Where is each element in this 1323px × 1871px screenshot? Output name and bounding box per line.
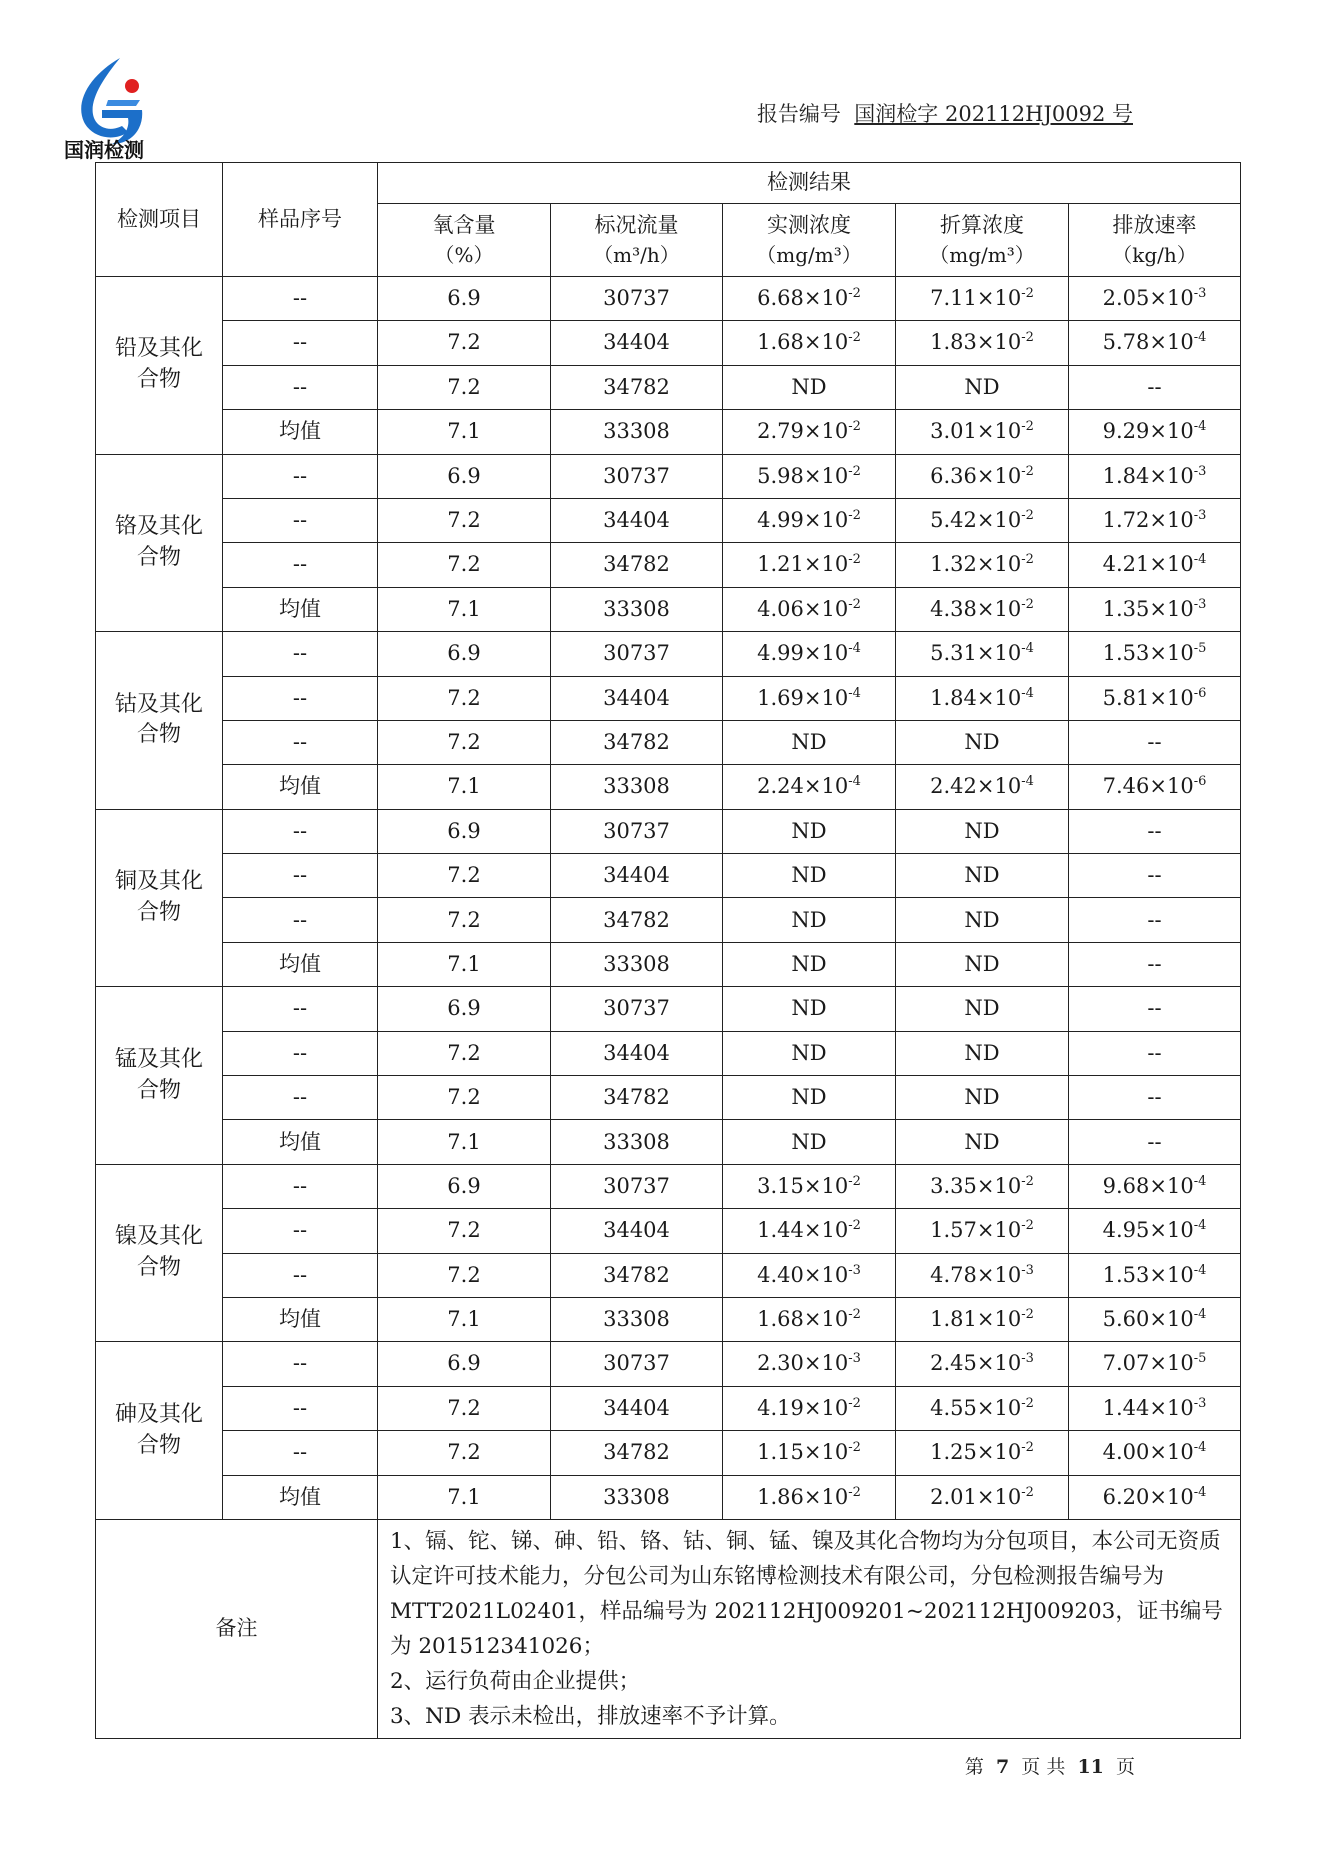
table-cell: -- [1069, 365, 1241, 409]
table-cell: $1.53\times 10^{-5}$ [1069, 632, 1241, 676]
table-cell: 34404 [551, 1209, 723, 1253]
table-cell: -- [223, 543, 378, 587]
remark-label: 备注 [96, 1519, 378, 1738]
table-cell: 6.9 [378, 1342, 551, 1386]
table-row [96, 1253, 1241, 1297]
table-cell: $4.06\times 10^{-2}$ [723, 587, 896, 631]
table-cell: 7.2 [378, 1209, 551, 1253]
remark-line: 3、ND 表示未检出，排放速率不予计算。 [390, 1703, 791, 1729]
table-cell: ND [896, 987, 1069, 1031]
table-cell: -- [223, 632, 378, 676]
table-cell: 6.9 [378, 987, 551, 1031]
table-cell: -- [223, 277, 378, 321]
table-cell: $1.68\times 10^{-2}$ [723, 1297, 896, 1341]
table-cell: 33308 [551, 410, 723, 454]
item-line: 合物 [136, 722, 181, 748]
subheader-unit: （m³/h） [593, 242, 680, 267]
subheader-name: 氧含量 [432, 213, 496, 238]
item-line: 合物 [136, 367, 181, 393]
table-cell: -- [223, 321, 378, 365]
table-cell: $5.31\times 10^{-4}$ [896, 632, 1069, 676]
table-cell: $7.07\times 10^{-5}$ [1069, 1342, 1241, 1386]
table-cell: $6.36\times 10^{-2}$ [896, 454, 1069, 498]
table-cell: $1.44\times 10^{-3}$ [1069, 1386, 1241, 1430]
table-cell: ND [896, 365, 1069, 409]
table-cell: $2.45\times 10^{-3}$ [896, 1342, 1069, 1386]
table-cell: -- [223, 454, 378, 498]
table-cell: ND [723, 1076, 896, 1120]
table-cell: 7.2 [378, 498, 551, 542]
table-cell: 30737 [551, 454, 723, 498]
table-cell: $9.68\times 10^{-4}$ [1069, 1164, 1241, 1208]
table-cell: 34404 [551, 498, 723, 542]
table-cell: $1.15\times 10^{-2}$ [723, 1431, 896, 1475]
table-cell: 均值 [223, 942, 378, 986]
table-cell: $4.95\times 10^{-4}$ [1069, 1209, 1241, 1253]
table-cell: ND [896, 898, 1069, 942]
table-cell: -- [223, 854, 378, 898]
table-cell: $2.01\times 10^{-2}$ [896, 1475, 1069, 1519]
table-cell: 均值 [223, 1297, 378, 1341]
table-cell: 7.2 [378, 1386, 551, 1430]
header-results: 检测结果 [378, 163, 1241, 204]
table-cell: $7.11\times 10^{-2}$ [896, 277, 1069, 321]
table-cell: ND [723, 854, 896, 898]
table-cell: $4.78\times 10^{-3}$ [896, 1253, 1069, 1297]
table-cell: ND [723, 942, 896, 986]
table-cell: -- [223, 1386, 378, 1430]
table-row [96, 543, 1241, 587]
remark-line: 2、运行负荷由企业提供； [390, 1668, 641, 1694]
table-cell: $1.84\times 10^{-3}$ [1069, 454, 1241, 498]
header-item: 检测项目 [96, 163, 223, 277]
table-row [96, 1475, 1241, 1519]
table-cell: 6.9 [378, 454, 551, 498]
table-cell: 34404 [551, 854, 723, 898]
table-cell: -- [223, 1164, 378, 1208]
table-cell: 7.2 [378, 543, 551, 587]
item-line: 合物 [136, 1432, 181, 1458]
table-cell: -- [1069, 898, 1241, 942]
header-sample: 样品序号 [223, 163, 378, 277]
table-cell: 34782 [551, 1076, 723, 1120]
table-cell: 均值 [223, 410, 378, 454]
table-cell: 6.9 [378, 277, 551, 321]
table-row [96, 809, 1241, 853]
table-cell: 7.2 [378, 898, 551, 942]
table-cell: 7.2 [378, 720, 551, 764]
table-cell: -- [1069, 809, 1241, 853]
table-cell: 7.2 [378, 365, 551, 409]
table-cell: ND [723, 1120, 896, 1164]
table-row [96, 365, 1241, 409]
table-cell: $1.69\times 10^{-4}$ [723, 676, 896, 720]
subheader-unit: （kg/h） [1112, 242, 1197, 267]
item-line: 合物 [136, 899, 181, 925]
item-line: 铬及其化 [114, 514, 203, 540]
footer-suffix: 页 [1115, 1756, 1135, 1778]
table-cell: 均值 [223, 1475, 378, 1519]
table-cell: 30737 [551, 1342, 723, 1386]
table-cell: ND [723, 720, 896, 764]
footer-page-total: 11 [1077, 1756, 1104, 1778]
table-cell: -- [223, 1342, 378, 1386]
table-cell: $1.86\times 10^{-2}$ [723, 1475, 896, 1519]
table-cell: 34782 [551, 898, 723, 942]
table-cell: -- [223, 1076, 378, 1120]
table-cell: 30737 [551, 987, 723, 1031]
subheader-name: 实测浓度 [767, 213, 851, 238]
table-cell: $1.68\times 10^{-2}$ [723, 321, 896, 365]
table-cell: -- [223, 809, 378, 853]
table-row [96, 410, 1241, 454]
item-line: 镍及其化 [114, 1224, 203, 1250]
item-cell [96, 987, 223, 1165]
table-cell: ND [896, 1031, 1069, 1075]
footer-prefix: 第 [964, 1756, 984, 1778]
table-row [96, 1342, 1241, 1386]
table-cell: -- [223, 1253, 378, 1297]
subheader-2 [723, 204, 896, 277]
table-row [96, 632, 1241, 676]
table-cell: $4.19\times 10^{-2}$ [723, 1386, 896, 1430]
table-row [96, 587, 1241, 631]
item-cell [96, 809, 223, 987]
table-cell: $1.84\times 10^{-4}$ [896, 676, 1069, 720]
table-cell: 均值 [223, 765, 378, 809]
table-cell: 34404 [551, 676, 723, 720]
table-cell: -- [1069, 987, 1241, 1031]
subheader-name: 折算浓度 [940, 213, 1024, 238]
table-cell: 34404 [551, 1386, 723, 1430]
footer-page-current: 7 [995, 1756, 1010, 1778]
table-row [96, 942, 1241, 986]
subheader-name: 标况流量 [594, 213, 679, 238]
table-cell: $3.01\times 10^{-2}$ [896, 410, 1069, 454]
table-cell: $1.32\times 10^{-2}$ [896, 543, 1069, 587]
table-cell: $1.72\times 10^{-3}$ [1069, 498, 1241, 542]
results-table [95, 162, 1241, 1739]
item-line: 钴及其化 [114, 691, 203, 717]
table-row [96, 1386, 1241, 1430]
company-name: 国润检测 [64, 138, 144, 162]
subheader-3 [896, 204, 1069, 277]
table-row [96, 987, 1241, 1031]
table-row [96, 1120, 1241, 1164]
table-cell: ND [723, 1031, 896, 1075]
table-cell: 33308 [551, 1475, 723, 1519]
page-footer [965, 1752, 1135, 1779]
item-line: 合物 [136, 544, 181, 570]
table-cell: 7.2 [378, 1031, 551, 1075]
remark-row [96, 1519, 1241, 1738]
table-cell: 34782 [551, 1253, 723, 1297]
table-cell: ND [896, 720, 1069, 764]
table-cell: 均值 [223, 1120, 378, 1164]
table-cell: ND [723, 987, 896, 1031]
table-cell: 33308 [551, 587, 723, 631]
table-cell: $1.25\times 10^{-2}$ [896, 1431, 1069, 1475]
table-cell: $1.53\times 10^{-4}$ [1069, 1253, 1241, 1297]
table-cell: 34404 [551, 1031, 723, 1075]
table-cell: $4.40\times 10^{-3}$ [723, 1253, 896, 1297]
table-cell: $5.42\times 10^{-2}$ [896, 498, 1069, 542]
table-cell: 7.1 [378, 1120, 551, 1164]
table-row [96, 1209, 1241, 1253]
table-cell: $5.78\times 10^{-4}$ [1069, 321, 1241, 365]
table-cell: 33308 [551, 1297, 723, 1341]
table-cell: -- [223, 987, 378, 1031]
table-cell: ND [896, 1076, 1069, 1120]
table-cell: 7.2 [378, 321, 551, 365]
item-line: 铜及其化 [114, 869, 203, 895]
table-cell: 7.2 [378, 854, 551, 898]
table-cell: 7.2 [378, 1431, 551, 1475]
table-cell: $5.98\times 10^{-2}$ [723, 454, 896, 498]
table-cell: 34782 [551, 1431, 723, 1475]
table-cell: ND [723, 809, 896, 853]
table-cell: $2.42\times 10^{-4}$ [896, 765, 1069, 809]
table-cell: -- [223, 1209, 378, 1253]
item-line: 铅及其化 [114, 336, 203, 362]
remark-text [378, 1519, 1241, 1738]
table-cell: 33308 [551, 1120, 723, 1164]
subheader-4 [1069, 204, 1241, 277]
table-cell: 33308 [551, 942, 723, 986]
table-cell: $6.20\times 10^{-4}$ [1069, 1475, 1241, 1519]
table-cell: $1.57\times 10^{-2}$ [896, 1209, 1069, 1253]
table-cell: $4.99\times 10^{-2}$ [723, 498, 896, 542]
table-row [96, 1076, 1241, 1120]
table-cell: 7.2 [378, 676, 551, 720]
table-cell: 7.2 [378, 1253, 551, 1297]
table-cell: $2.05\times 10^{-3}$ [1069, 277, 1241, 321]
table-cell: $4.21\times 10^{-4}$ [1069, 543, 1241, 587]
table-row [96, 321, 1241, 365]
table-cell: 6.9 [378, 632, 551, 676]
item-line: 砷及其化 [114, 1401, 203, 1427]
table-cell: ND [723, 898, 896, 942]
table-cell: -- [1069, 1031, 1241, 1075]
table-cell: $1.83\times 10^{-2}$ [896, 321, 1069, 365]
table-cell: 7.1 [378, 410, 551, 454]
table-cell: 7.2 [378, 1076, 551, 1120]
table-cell: $7.46\times 10^{-6}$ [1069, 765, 1241, 809]
table-cell: 7.1 [378, 1475, 551, 1519]
subheader-unit: （mg/m³） [756, 242, 862, 267]
table-row [96, 1431, 1241, 1475]
subheader-1 [551, 204, 723, 277]
table-cell: -- [223, 676, 378, 720]
table-row [96, 498, 1241, 542]
table-cell: $2.79\times 10^{-2}$ [723, 410, 896, 454]
table-cell: 6.9 [378, 1164, 551, 1208]
table-cell: 7.1 [378, 942, 551, 986]
table-cell: $2.30\times 10^{-3}$ [723, 1342, 896, 1386]
table-cell: -- [223, 365, 378, 409]
table-cell: $3.15\times 10^{-2}$ [723, 1164, 896, 1208]
item-cell [96, 1342, 223, 1520]
table-cell: -- [1069, 720, 1241, 764]
subheader-unit: （mg/m³） [929, 242, 1035, 267]
table-row [96, 765, 1241, 809]
table-row [96, 454, 1241, 498]
table-cell: 34782 [551, 720, 723, 764]
item-line: 合物 [136, 1077, 181, 1103]
subheader-unit: （%） [434, 242, 494, 267]
table-row [96, 277, 1241, 321]
table-cell: 30737 [551, 632, 723, 676]
table-cell: $1.35\times 10^{-3}$ [1069, 587, 1241, 631]
table-cell: $4.99\times 10^{-4}$ [723, 632, 896, 676]
table-cell: $2.24\times 10^{-4}$ [723, 765, 896, 809]
table-cell: 7.1 [378, 1297, 551, 1341]
table-cell: $1.81\times 10^{-2}$ [896, 1297, 1069, 1341]
table-cell: 30737 [551, 1164, 723, 1208]
table-cell: $1.21\times 10^{-2}$ [723, 543, 896, 587]
table-cell: 34404 [551, 321, 723, 365]
item-line: 锰及其化 [114, 1046, 203, 1072]
table-cell: 7.1 [378, 765, 551, 809]
table-row [96, 1031, 1241, 1075]
table-cell: $9.29\times 10^{-4}$ [1069, 410, 1241, 454]
table-cell: ND [723, 365, 896, 409]
table-row [96, 898, 1241, 942]
table-cell: $3.35\times 10^{-2}$ [896, 1164, 1069, 1208]
table-cell: ND [896, 854, 1069, 898]
table-cell: 30737 [551, 809, 723, 853]
table-row [96, 854, 1241, 898]
table-cell: ND [896, 809, 1069, 853]
table-row [96, 1297, 1241, 1341]
item-cell [96, 454, 223, 632]
footer-mid: 页 共 [1021, 1756, 1066, 1778]
table-cell: $1.44\times 10^{-2}$ [723, 1209, 896, 1253]
subheader-name: 排放速率 [1112, 213, 1197, 238]
table-row [96, 720, 1241, 764]
table-cell: $4.00\times 10^{-4}$ [1069, 1431, 1241, 1475]
table-cell: $6.68\times 10^{-2}$ [723, 277, 896, 321]
table-row [96, 676, 1241, 720]
table-cell: 33308 [551, 765, 723, 809]
table-cell: 30737 [551, 277, 723, 321]
table-cell: $5.60\times 10^{-4}$ [1069, 1297, 1241, 1341]
item-cell [96, 277, 223, 455]
table-cell: -- [223, 898, 378, 942]
table-cell: -- [1069, 1076, 1241, 1120]
table-cell: -- [223, 1431, 378, 1475]
table-cell: ND [896, 1120, 1069, 1164]
table-cell: 7.1 [378, 587, 551, 631]
table-cell: 34782 [551, 365, 723, 409]
report-number-label: 报告编号 [756, 102, 841, 126]
table-cell: ND [896, 942, 1069, 986]
remark-line: 1、镉、铊、锑、砷、铅、铬、钴、铜、锰、镍及其化合物均为分包项目，本公司无资质认定许可技术能力，分包公司为山东铭博检测技术有限公司，分包检测报告编号为 MTT2021L02401，样品编号为 202112HJ009201~202112HJ009203，证书编号为 201512341026； [390, 1528, 1223, 1659]
item-cell [96, 632, 223, 810]
item-cell [96, 1164, 223, 1342]
table-cell: 均值 [223, 587, 378, 631]
table-cell: -- [223, 1031, 378, 1075]
table-cell: -- [1069, 854, 1241, 898]
table-cell: 6.9 [378, 809, 551, 853]
table-cell: $4.55\times 10^{-2}$ [896, 1386, 1069, 1430]
table-cell: -- [223, 498, 378, 542]
table-cell: 34782 [551, 543, 723, 587]
table-cell: -- [223, 720, 378, 764]
item-line: 合物 [136, 1255, 181, 1281]
table-cell: $5.81\times 10^{-6}$ [1069, 676, 1241, 720]
report-number-value: 国润检字 202112HJ0092 号 [854, 102, 1133, 126]
report-number [757, 98, 1133, 128]
table-cell: -- [1069, 1120, 1241, 1164]
table-cell: $4.38\times 10^{-2}$ [896, 587, 1069, 631]
subheader-0 [378, 204, 551, 277]
table-row [96, 1164, 1241, 1208]
table-cell: -- [1069, 942, 1241, 986]
